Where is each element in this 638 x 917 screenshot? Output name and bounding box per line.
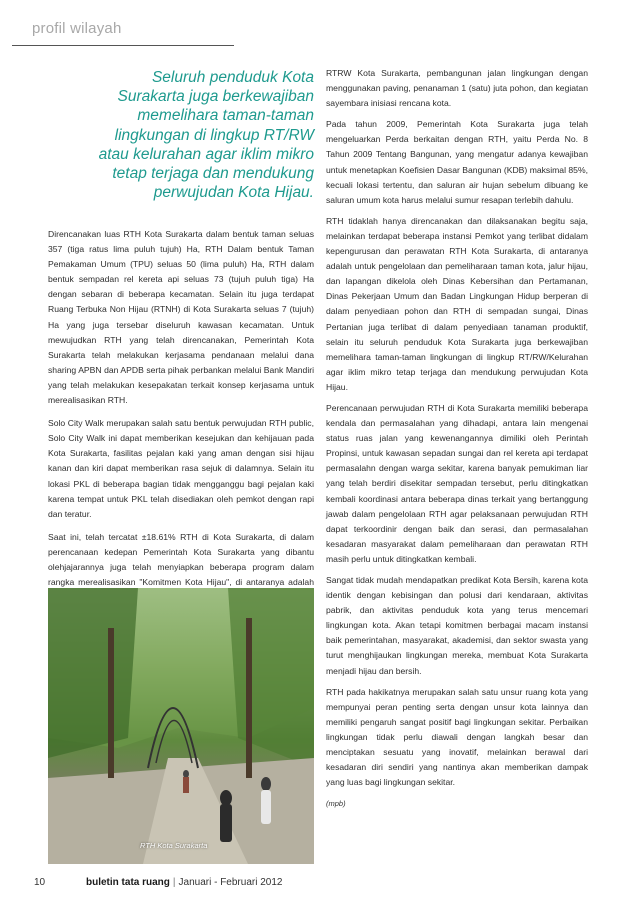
pull-quote-line: atau kelurahan agar iklim mikro <box>98 145 314 163</box>
footer-separator: | <box>172 877 176 888</box>
paragraph: Pada tahun 2009, Pemerintah Kota Surakarta juga telah mengeluarkan Perda berkaitan dengan RTH, yaitu Perda No. 8 Tahun 2009 Tentang Bangunan, yang mengatur adanya kewajiban untuk menetapkan Koefisien Dasar Bangunan (KDB) maksimal 85%, kecuali lokasi tertentu, dan saluran air hujan sebelum dibuang ke saluran umum kota harus melalui sumur resapan terlebih dahulu. <box>326 119 588 205</box>
pull-quote-line: memelihara taman-taman <box>137 107 314 125</box>
pull-quote <box>44 68 314 202</box>
paragraph: Saat ini, telah tercatat ±18.61% RTH di Kota Surakarta, di dalam perencanaan kedepan Pemerintah Kota Surakarta yang dibantu olehjajarannya juga telah menyiapkan beberapa program dalam rangka merealisasikan "Komitmen Kota Hijau", di antaranya adalah <box>48 531 314 588</box>
pull-quote-line: perwujudan Kota Hijau. <box>153 184 314 202</box>
paragraph: RTRW Kota Surakarta, pembangunan jalan lingkungan dengan menggunakan paving, penanaman 1 (satu) juta pohon, dan kegiatan sayembara inisiasi rencana kota. <box>326 68 588 109</box>
paragraph: RTH pada hakikatnya merupakan salah satu unsur ruang kota yang mempunyai peran penting serta dengan unsur kota lainnya dan memiliki pengaruh sangat positif bagi lingkungan sekitar. Perbaikan lingkungan tidak perlu diawali dengan langkah besar dan menciptakan sesuatu yang inovatif, melainkan berawal dari kesadaran diri sendiri yang nantinya akan memberikan dampak yang luas bagi lingkungan sekitar. <box>326 686 588 788</box>
paragraph: Sangat tidak mudah mendapatkan predikat Kota Bersih, karena kota identik dengan kebisingan dan polusi dari kendaraan, aktivitas pabrik, dan aktivitas penduduk kota yang terus mencemari lingkungan kota. Akan tetapi komitmen berbagai macam instansi baik pemerintahan, masyarakat, akademisi, dan sektor swasta yang turut menghijaukan lingkungan mereka, membuat Kota Surakarta menjadi hijau dan bersih. <box>326 575 588 676</box>
footer-publication <box>86 877 282 888</box>
paragraph: Solo City Walk merupakan salah satu bentuk perwujudan RTH public, Solo City Walk ini dapat memberikan kesejukan dan kehijauan pada Kota Surakarta, fasilitas pejalan kaki yang aman dengan sisi hijau kanan dan kiri dapat memberikan rasa sejuk di dalamnya. Selain itu lokasi PKL di beberapa bagian tidak mengganggu bagi pejalan kaki karena tempat untuk PKL telah disediakan oleh pemkot dengan rapi dan teratur. <box>48 418 314 519</box>
pull-quote-line: Seluruh penduduk Kota <box>151 69 314 86</box>
header-divider <box>12 45 234 46</box>
pull-quote-line: Surakarta juga berkewajiban <box>117 88 314 106</box>
section-label: profil wilayah <box>32 20 122 37</box>
paragraph: Perencanaan perwujudan RTH di Kota Surakarta memiliki beberapa kendala dan permasalahan yang dihadapi, antara lain mengenai status ruas jalan yang kewenangannya dimiliki oleh Perintah Propinsi, untuk kawasan sepadan sungai dan rel kereta api terdapat permasalahn dengan warga sekitar, karena banyak pemukiman liar yang telah berdiri disekitar sempadan tersebut, perlu ditingkatkan kembali koordinasi antara beberapa dinas terkait yang bertanggung jawab dalam pengelolaan RTH agar pelaksanaan perwujudan RTH dapat terkoordinir dengan baik dan serasi, dan permasalahan kesadaran masyarakat dalam pemeliharaan dan perawatan RTH masih perlu untuk ditingkatkan kembali. <box>326 402 588 564</box>
city-walk-photo <box>48 588 314 864</box>
issue-date: Januari - Februari 2012 <box>178 877 283 888</box>
left-column <box>48 227 314 628</box>
author-byline: (mpb) <box>326 799 346 809</box>
pull-quote-line: tetap terjaga dan mendukung <box>112 165 314 183</box>
paragraph: Direncanakan luas RTH Kota Surakarta dalam bentuk taman seluas 357 (tiga ratus lima puluh tujuh) Ha, RTH Dalam bentuk Taman Pemakaman Umum (TPU) seluas 50 (lima puluh) Ha, RTH dalam bentuk sempadan rel kereta api seluas 73 (tujuh puluh tiga) Ha dengan sebaran di beberapa kecamatan. Selain itu juga terdapat Ruang Terbuka Non Hijau (RTNH) di Kota Surakarta seluas 7 (tujuh) Ha yang juga tersebar diseluruh kawasan kecamatan. Untuk mewujudkan RTH yang telah direncanakan, Pemerintah Kota Surakarta telah melakukan kerjasama pendanaan melalui dana sharing APBN dan APDB serta pihak perbankan melalui Bank Mandiri yang telah melakukan kesepakatan terkait konsep kerjasama untuk merealisasikan RTH. <box>48 229 314 406</box>
paragraph: RTH tidaklah hanya direncanakan dan dilaksanakan begitu saja, melainkan terdapat beberapa instansi Pemkot yang terlibat didalam kepengurusan dan perawatan RTH Kota Surakarta, di antaranya adalah untuk pengelolaan dan pemeliharaan taman kota, jalur hijau, dan lapangan dikelola oleh Dinas Kebersihan dan Pertamanan, Dinas Pekerjaan Umum dan Badan Lingkungan Hidup berperan di dalam penyediaan pohon dan RTH di sempadan sungai, Dinas Pertanian juga terlibat di dalam penyediaan tanaman produktif, selain itu seluruh penduduk Kota Surakarta juga berkewajiban memelihara taman-taman lingkungan di lingkup RT/RW/Kelurahan agar iklim mikro tetap terjaga dan mendukung perwujudan Kota Hijau. <box>326 215 588 392</box>
publication-name: buletin tata ruang <box>86 877 170 888</box>
page-number: 10 <box>34 877 46 888</box>
right-column <box>326 66 588 817</box>
photo-illustration <box>48 588 314 864</box>
footer <box>0 862 638 917</box>
photo-caption: RTH Kota Surakarta <box>140 841 208 850</box>
pull-quote-line: lingkungan di lingkup RT/RW <box>114 126 314 144</box>
